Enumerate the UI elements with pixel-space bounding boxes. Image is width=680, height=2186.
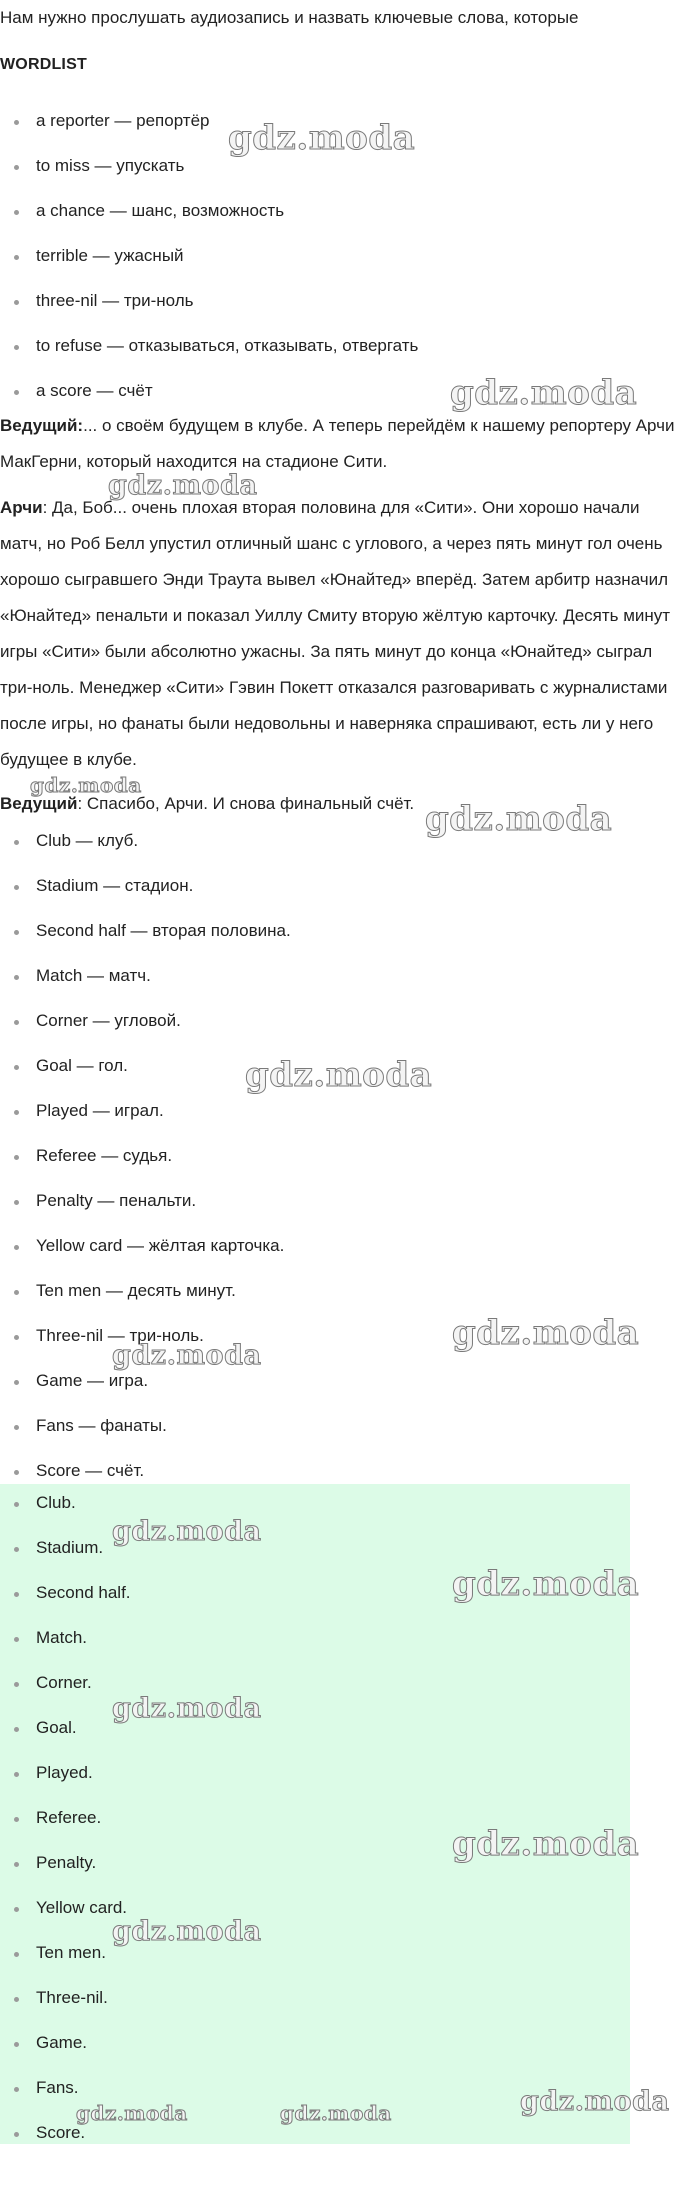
keyword-item: Three-nil — три-ноль. bbox=[0, 1320, 680, 1365]
intro-text: Нам нужно прослушать аудиозапись и назвать ключевые слова, которые bbox=[0, 8, 579, 27]
watermark: gdz.moda bbox=[452, 1564, 640, 1604]
wordlist-item: a score — счёт bbox=[0, 375, 680, 420]
speaker-host: Ведущий bbox=[0, 794, 78, 813]
watermark: gdz.moda bbox=[450, 373, 638, 413]
wordlist-heading: WORDLIST bbox=[0, 56, 87, 73]
answer-item: Game. bbox=[0, 2027, 680, 2072]
dialogue-host-outro bbox=[0, 786, 675, 822]
answer-item: Score. bbox=[0, 2117, 680, 2162]
answer-item: Club. bbox=[0, 1487, 680, 1532]
answer-item: Yellow card. bbox=[0, 1892, 680, 1937]
keyword-item: Goal — гол. bbox=[0, 1050, 680, 1095]
answer-item: Penalty. bbox=[0, 1847, 680, 1892]
answer-list bbox=[0, 1487, 680, 2162]
wordlist-item: a reporter — репортёр bbox=[0, 105, 680, 150]
wordlist-item: a chance — шанс, возможность bbox=[0, 195, 680, 240]
watermark: gdz.moda bbox=[452, 1313, 640, 1353]
archie-line: : Да, Боб... очень плохая вторая половина для «Сити». Они хорошо начали матч, но Роб Белл упустил отличный шанс с углового, а через пять минут гол очень хорошо сыгравшего Энди Траута вывел «Юнайтед» вперёд. Затем арбитр назначил «Юнайтед» пенальти и показал Уиллу Смиту вторую жёлтую карточку. Десять минут игры «Сити» были абсолютно ужасны. За пять минут до конца «Юнайтед» сыграл три-ноль. Менеджер «Сити» Гэвин Покетт отказался разговаривать с журналистами после игры, но фанаты были недовольны и наверняка спрашивают, есть ли у него будущее в клубе. bbox=[0, 498, 671, 769]
watermark: gdz.moda bbox=[112, 1916, 262, 1947]
answer-item: Corner. bbox=[0, 1667, 680, 1712]
speaker-archie: Арчи bbox=[0, 498, 43, 517]
keyword-item: Played — играл. bbox=[0, 1095, 680, 1140]
watermark: gdz.moda bbox=[425, 799, 613, 839]
keyword-item: Yellow card — жёлтая карточка. bbox=[0, 1230, 680, 1275]
keyword-item: Club — клуб. bbox=[0, 825, 680, 870]
watermark: gdz.moda bbox=[112, 1693, 262, 1724]
watermark: gdz.moda bbox=[452, 1824, 640, 1864]
watermark: gdz.moda bbox=[112, 1340, 262, 1371]
speaker-host: Ведущий: bbox=[0, 416, 84, 435]
answer-item: Goal. bbox=[0, 1712, 680, 1757]
keyword-list bbox=[0, 825, 680, 1500]
answer-item: Stadium. bbox=[0, 1532, 680, 1577]
watermark: gdz.moda bbox=[228, 118, 416, 158]
watermark: gdz.moda bbox=[280, 2101, 392, 2125]
keyword-item: Stadium — стадион. bbox=[0, 870, 680, 915]
keyword-item: Game — игра. bbox=[0, 1365, 680, 1410]
answer-item: Match. bbox=[0, 1622, 680, 1667]
answer-item: Ten men. bbox=[0, 1937, 680, 1982]
host-line: : Спасибо, Арчи. И снова финальный счёт. bbox=[77, 794, 415, 813]
watermark: gdz.moda bbox=[245, 1055, 433, 1095]
answer-item: Referee. bbox=[0, 1802, 680, 1847]
keyword-item: Fans — фанаты. bbox=[0, 1410, 680, 1455]
watermark: gdz.moda bbox=[76, 2101, 188, 2125]
wordlist-item: to miss — упускать bbox=[0, 150, 680, 195]
answer-item: Fans. bbox=[0, 2072, 680, 2117]
keyword-item: Penalty — пенальти. bbox=[0, 1185, 680, 1230]
answer-item: Three-nil. bbox=[0, 1982, 680, 2027]
wordlist-item: terrible — ужасный bbox=[0, 240, 680, 285]
host-line: ... о своём будущем в клубе. А теперь перейдём к нашему репортеру Арчи МакГерни, который находится на стадионе Сити. bbox=[0, 416, 675, 471]
watermark: gdz.moda bbox=[112, 1516, 262, 1547]
wordlist bbox=[0, 105, 680, 420]
keyword-item: Second half — вторая половина. bbox=[0, 915, 680, 960]
dialogue-host-intro bbox=[0, 408, 675, 480]
watermark: gdz.moda bbox=[520, 2086, 670, 2117]
watermark: gdz.moda bbox=[30, 773, 142, 797]
keyword-item: Corner — угловой. bbox=[0, 1005, 680, 1050]
keyword-item: Ten men — десять минут. bbox=[0, 1275, 680, 1320]
dialogue-archie bbox=[0, 490, 675, 778]
answer-item: Second half. bbox=[0, 1577, 680, 1622]
wordlist-item: three-nil — три-ноль bbox=[0, 285, 680, 330]
keyword-item: Score — счёт. bbox=[0, 1455, 680, 1500]
keyword-item: Match — матч. bbox=[0, 960, 680, 1005]
watermark: gdz.moda bbox=[108, 470, 258, 501]
answer-item: Played. bbox=[0, 1757, 680, 1802]
wordlist-item: to refuse — отказываться, отказывать, отвергать bbox=[0, 330, 680, 375]
keyword-item: Referee — судья. bbox=[0, 1140, 680, 1185]
